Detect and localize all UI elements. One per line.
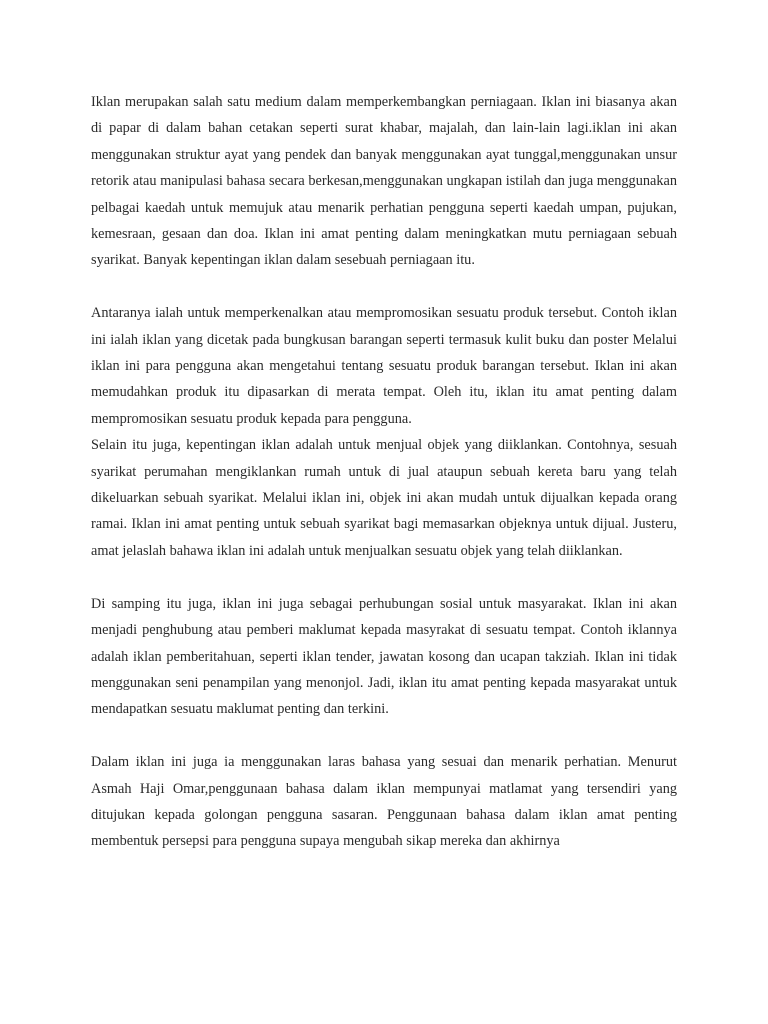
paragraph-1: Iklan merupakan salah satu medium dalam memperkembangkan perniagaan. Iklan ini biasanya akan di papar di dalam bahan cetakan seperti surat khabar, majalah, dan lain-lain lagi.iklan ini akan menggunakan struktur ayat yang pendek dan banyak menggunakan ayat tunggal,menggunakan unsur retorik atau manipulasi bahasa secara berkesan,menggunakan ungkapan istilah dan juga menggunakan pelbagai kaedah untuk memujuk atau menarik perhatian pengguna seperti kaedah umpan, pujukan, kemesraan, gesaan dan doa. Iklan ini amat penting dalam meningkatkan mutu perniagaan sebuah syarikat. Banyak kepentingan iklan dalam sesebuah perniagaan itu. bbox=[91, 94, 677, 269]
document-body bbox=[91, 89, 677, 855]
paragraph-3: Selain itu juga, kepentingan iklan adalah untuk menjual objek yang diiklankan. Contohnya, sesuah syarikat perumahan mengiklankan rumah untuk di jual ataupun sebuah kereta baru yang telah dikeluarkan sebuah syarikat. Melalui iklan ini, objek ini akan mudah untuk dijualkan kepada orang ramai. Iklan ini amat penting untuk sebuah syarikat bagi memasarkan objeknya untuk dijual. Justeru, amat jelaslah bahawa iklan ini adalah untuk menjualkan sesuatu objek yang telah diiklankan. bbox=[91, 437, 677, 559]
paragraph-2: Antaranya ialah untuk memperkenalkan atau mempromosikan sesuatu produk tersebut. Contoh iklan ini ialah iklan yang dicetak pada bungkusan barangan seperti termasuk kulit buku dan poster Melalui iklan ini para pengguna akan mengetahui tentang sesuatu produk barangan tersebut. Iklan ini akan memudahkan produk itu dipasarkan di merata tempat. Oleh itu, iklan itu amat penting dalam mempromosikan sesuatu produk kepada para pengguna. bbox=[91, 305, 677, 427]
paragraph-4: Di samping itu juga, iklan ini juga sebagai perhubungan sosial untuk masyarakat. Iklan ini akan menjadi penghubung atau pemberi maklumat kepada masyrakat di sesuatu tempat. Contoh iklannya adalah iklan pemberitahuan, seperti iklan tender, jawatan kosong dan ucapan takziah. Iklan ini tidak menggunakan seni penampilan yang menonjol. Jadi, iklan itu amat penting kepada masyarakat untuk mendapatkan sesuatu maklumat penting dan terkini. bbox=[91, 595, 677, 718]
paragraph-5: Dalam iklan ini juga ia menggunakan laras bahasa yang sesuai dan menarik perhatian. Menurut Asmah Haji Omar,penggunaan bahasa dalam iklan mempunyai matlamat yang tersendiri yang ditujukan kepada golongan pengguna sasaran. Penggunaan bahasa dalam iklan amat penting membentuk persepsi para pengguna supaya mengubah sikap mereka dan akhirnya bbox=[91, 754, 677, 850]
